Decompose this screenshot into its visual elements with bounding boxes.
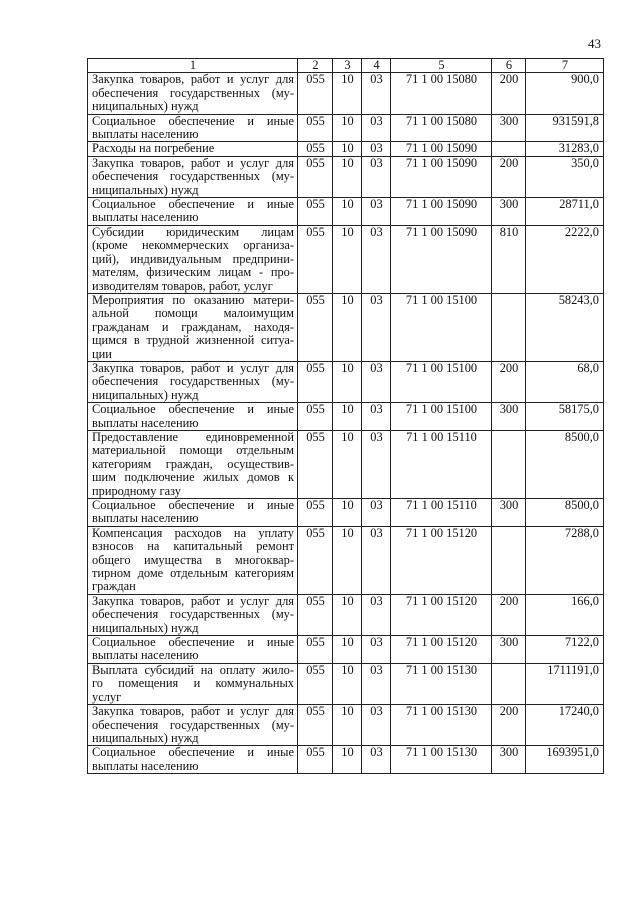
description-line: изводителям товаров, работ, услуг — [92, 278, 273, 293]
ministry-code: 055 — [298, 198, 333, 226]
target-article-code: 71 1 00 15130 — [391, 746, 492, 774]
row-description — [88, 73, 298, 114]
row-description — [88, 526, 298, 594]
expense-type-code: 300 — [492, 114, 526, 142]
section-code: 10 — [333, 526, 362, 594]
description-line: Предоставление единовременной — [92, 429, 294, 444]
ministry-code: 055 — [298, 114, 333, 142]
description-line: Закупка товаров, работ и услуг для — [92, 360, 294, 375]
description-line: гражданам и гражданам, находя- — [92, 319, 294, 334]
row-description — [88, 198, 298, 226]
row-description — [88, 705, 298, 746]
description-line: ниципальных) нужд — [92, 182, 199, 197]
ministry-code: 055 — [298, 705, 333, 746]
subsection-code: 03 — [362, 198, 391, 226]
description-line: взносов на капитальный ремонт — [92, 539, 294, 554]
ministry-code: 055 — [298, 73, 333, 114]
subsection-code: 03 — [362, 430, 391, 498]
description-line: обеспечения государственных (му- — [92, 374, 294, 389]
target-article-code: 71 1 00 15090 — [391, 156, 492, 197]
target-article-code: 71 1 00 15110 — [391, 430, 492, 498]
expense-type-code: 300 — [492, 403, 526, 431]
subsection-code: 03 — [362, 73, 391, 114]
amount: 17240,0 — [526, 705, 604, 746]
section-code: 10 — [333, 361, 362, 402]
table-row — [88, 73, 604, 114]
expense-type-code — [492, 526, 526, 594]
amount: 2222,0 — [526, 225, 604, 293]
description-line: общего имущества в многоквар- — [92, 552, 294, 567]
target-article-code: 71 1 00 15090 — [391, 225, 492, 293]
amount: 166,0 — [526, 594, 604, 635]
table-row — [88, 526, 604, 594]
section-code: 10 — [333, 636, 362, 664]
table-row — [88, 156, 604, 197]
description-line: обеспечения государственных (му- — [92, 85, 294, 100]
amount: 58243,0 — [526, 293, 604, 361]
expense-type-code: 200 — [492, 594, 526, 635]
description-line: ниципальных) нужд — [92, 730, 199, 745]
subsection-code: 03 — [362, 142, 391, 156]
amount: 8500,0 — [526, 430, 604, 498]
row-description — [88, 636, 298, 664]
description-line: Субсидии юридическим лицам — [92, 224, 294, 239]
table-row — [88, 198, 604, 226]
description-line: природному газу — [92, 483, 181, 498]
ministry-code: 055 — [298, 663, 333, 704]
amount: 31283,0 — [526, 142, 604, 156]
amount: 7288,0 — [526, 526, 604, 594]
target-article-code: 71 1 00 15110 — [391, 499, 492, 527]
expense-type-code — [492, 430, 526, 498]
ministry-code: 055 — [298, 594, 333, 635]
table-row — [88, 636, 604, 664]
description-line: ниципальных) нужд — [92, 99, 199, 114]
expense-type-code: 300 — [492, 198, 526, 226]
section-code: 10 — [333, 594, 362, 635]
description-line: выплаты населению — [92, 415, 199, 430]
table-row — [88, 114, 604, 142]
row-description — [88, 403, 298, 431]
subsection-code: 03 — [362, 361, 391, 402]
expense-type-code: 200 — [492, 361, 526, 402]
description-line: Мероприятия по оказанию матери- — [92, 292, 294, 307]
ministry-code: 055 — [298, 225, 333, 293]
section-code: 10 — [333, 430, 362, 498]
section-code: 10 — [333, 499, 362, 527]
target-article-code: 71 1 00 15120 — [391, 526, 492, 594]
description-line: Компенсация расходов на уплату — [92, 525, 294, 540]
table-row — [88, 225, 604, 293]
table-row — [88, 403, 604, 431]
amount: 931591,8 — [526, 114, 604, 142]
table-row — [88, 705, 604, 746]
row-description — [88, 361, 298, 402]
description-line: выплаты населению — [92, 648, 199, 663]
subsection-code: 03 — [362, 156, 391, 197]
subsection-code: 03 — [362, 403, 391, 431]
amount: 350,0 — [526, 156, 604, 197]
section-code: 10 — [333, 746, 362, 774]
description-line: граждан — [92, 579, 136, 594]
ministry-code: 055 — [298, 499, 333, 527]
ministry-code: 055 — [298, 403, 333, 431]
description-line: ниципальных) нужд — [92, 387, 199, 402]
section-code: 10 — [333, 73, 362, 114]
target-article-code: 71 1 00 15090 — [391, 198, 492, 226]
description-line: Социальное обеспечение и иные — [92, 498, 294, 512]
column-header: 4 — [362, 59, 391, 73]
target-article-code: 71 1 00 15120 — [391, 636, 492, 664]
description-line: Социальное обеспечение и иные — [92, 745, 294, 760]
row-description — [88, 430, 298, 498]
target-article-code: 71 1 00 15080 — [391, 114, 492, 142]
target-article-code: 71 1 00 15100 — [391, 293, 492, 361]
description-line: тирном доме отдельным категориям — [92, 566, 294, 581]
description-line: Закупка товаров, работ и услуг для — [92, 72, 294, 87]
amount: 58175,0 — [526, 403, 604, 431]
description-line: ции — [92, 346, 112, 361]
row-description — [88, 293, 298, 361]
description-line: обеспечения государственных (му- — [92, 169, 294, 184]
table-row — [88, 746, 604, 774]
section-code: 10 — [333, 156, 362, 197]
subsection-code: 03 — [362, 225, 391, 293]
description-line: шим подключение жилых домов к — [92, 470, 294, 485]
description-line: Выплата субсидий на оплату жило- — [92, 662, 294, 677]
amount: 900,0 — [526, 73, 604, 114]
expense-type-code: 300 — [492, 499, 526, 527]
section-code: 10 — [333, 114, 362, 142]
ministry-code: 055 — [298, 746, 333, 774]
description-line: го помещения и коммунальных — [92, 676, 294, 691]
description-line: Социальное обеспечение и иные — [92, 402, 294, 417]
budget-table — [87, 58, 604, 774]
expense-type-code: 200 — [492, 73, 526, 114]
description-line: обеспечения государственных (му- — [92, 717, 294, 732]
row-description — [88, 663, 298, 704]
section-code: 10 — [333, 293, 362, 361]
amount: 1711191,0 — [526, 663, 604, 704]
expense-type-code — [492, 663, 526, 704]
row-description — [88, 142, 298, 156]
column-header: 2 — [298, 59, 333, 73]
subsection-code: 03 — [362, 594, 391, 635]
table-header-row — [88, 59, 604, 73]
description-line: Социальное обеспечение и иные — [92, 635, 294, 650]
column-header: 7 — [526, 59, 604, 73]
expense-type-code: 300 — [492, 636, 526, 664]
expense-type-code — [492, 142, 526, 156]
target-article-code: 71 1 00 15130 — [391, 705, 492, 746]
table-row — [88, 293, 604, 361]
description-line: Закупка товаров, работ и услуг для — [92, 704, 294, 719]
section-code: 10 — [333, 142, 362, 156]
description-line: щимся в трудной жизненной ситуа- — [92, 333, 294, 348]
ministry-code: 055 — [298, 636, 333, 664]
subsection-code: 03 — [362, 526, 391, 594]
description-line: Расходы на погребение — [92, 141, 215, 156]
description-line: Социальное обеспечение и иные — [92, 113, 294, 128]
description-line: (кроме некоммерческих организа- — [92, 238, 294, 253]
ministry-code: 055 — [298, 526, 333, 594]
section-code: 10 — [333, 705, 362, 746]
page-number: 43 — [588, 36, 601, 51]
description-line: Социальное обеспечение и иные — [92, 197, 294, 212]
row-description — [88, 746, 298, 774]
description-line: Закупка товаров, работ и услуг для — [92, 155, 294, 170]
description-line: категориям граждан, осуществив- — [92, 456, 294, 471]
subsection-code: 03 — [362, 499, 391, 527]
target-article-code: 71 1 00 15130 — [391, 663, 492, 704]
ministry-code: 055 — [298, 142, 333, 156]
table-row — [88, 499, 604, 527]
description-line: обеспечения государственных (му- — [92, 607, 294, 622]
description-line: выплаты населению — [92, 210, 199, 225]
subsection-code: 03 — [362, 663, 391, 704]
subsection-code: 03 — [362, 746, 391, 774]
section-code: 10 — [333, 225, 362, 293]
column-header: 3 — [333, 59, 362, 73]
section-code: 10 — [333, 198, 362, 226]
description-line: услуг — [92, 689, 122, 704]
description-line: материальной помощи отдельным — [92, 443, 294, 458]
ministry-code: 055 — [298, 430, 333, 498]
section-code: 10 — [333, 663, 362, 704]
expense-type-code: 200 — [492, 156, 526, 197]
expense-type-code — [492, 293, 526, 361]
row-description — [88, 114, 298, 142]
target-article-code: 71 1 00 15120 — [391, 594, 492, 635]
description-line: выплаты населению — [92, 127, 199, 142]
table-row — [88, 663, 604, 704]
table-row — [88, 361, 604, 402]
target-article-code: 71 1 00 15100 — [391, 403, 492, 431]
target-article-code: 71 1 00 15100 — [391, 361, 492, 402]
row-description — [88, 156, 298, 197]
ministry-code: 055 — [298, 156, 333, 197]
subsection-code: 03 — [362, 293, 391, 361]
ministry-code: 055 — [298, 361, 333, 402]
amount: 1693951,0 — [526, 746, 604, 774]
subsection-code: 03 — [362, 114, 391, 142]
amount: 28711,0 — [526, 198, 604, 226]
column-header: 5 — [391, 59, 492, 73]
table-row — [88, 430, 604, 498]
subsection-code: 03 — [362, 705, 391, 746]
ministry-code: 055 — [298, 293, 333, 361]
column-header: 1 — [88, 59, 298, 73]
table-row — [88, 142, 604, 156]
target-article-code: 71 1 00 15080 — [391, 73, 492, 114]
row-description — [88, 225, 298, 293]
row-description — [88, 499, 298, 527]
row-description — [88, 594, 298, 635]
section-code: 10 — [333, 403, 362, 431]
amount: 8500,0 — [526, 499, 604, 527]
description-line: выплаты населению — [92, 511, 199, 526]
description-line: Закупка товаров, работ и услуг для — [92, 593, 294, 608]
table-row — [88, 594, 604, 635]
expense-type-code: 200 — [492, 705, 526, 746]
amount: 68,0 — [526, 361, 604, 402]
column-header: 6 — [492, 59, 526, 73]
subsection-code: 03 — [362, 636, 391, 664]
description-line: выплаты населению — [92, 758, 199, 773]
description-line: ций), индивидуальным предприни- — [92, 251, 294, 266]
target-article-code: 71 1 00 15090 — [391, 142, 492, 156]
expense-type-code: 810 — [492, 225, 526, 293]
expense-type-code: 300 — [492, 746, 526, 774]
amount: 7122,0 — [526, 636, 604, 664]
description-line: мателям, физическим лицам - про- — [92, 265, 294, 280]
description-line: ниципальных) нужд — [92, 620, 199, 635]
description-line: альной помощи малоимущим — [92, 306, 294, 321]
